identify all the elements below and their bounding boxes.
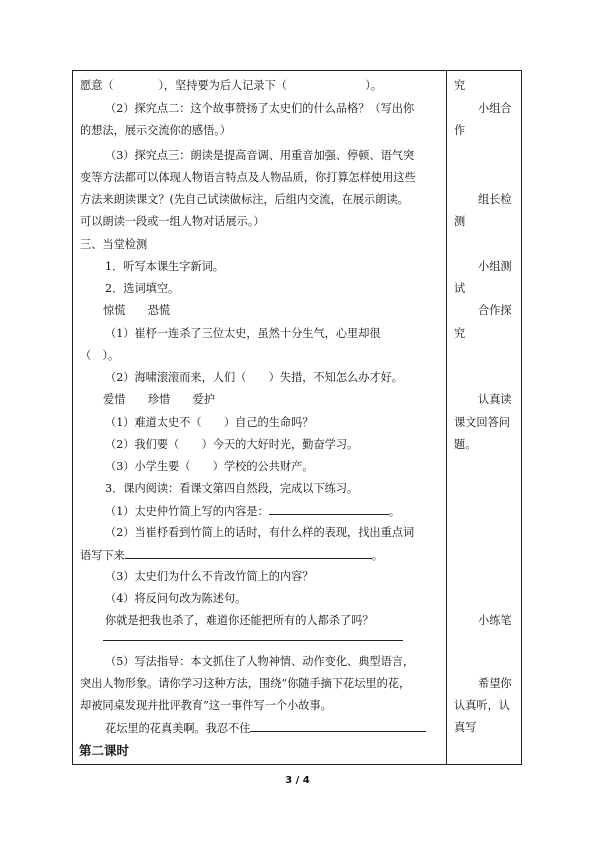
note-text: 课文回答问 bbox=[454, 416, 510, 429]
text-line: （3）太史们为什么不肯改竹简上的内容？ bbox=[105, 570, 314, 583]
note-text: 究 bbox=[454, 79, 466, 92]
text-line: （3）探究点三：朗读是提高音调、用重音加强、停顿、语气突 bbox=[105, 149, 415, 162]
text-line bbox=[80, 548, 383, 563]
answer-blank[interactable] bbox=[250, 721, 426, 732]
answer-blank[interactable] bbox=[125, 548, 372, 559]
lesson-heading: 第二课时 bbox=[79, 743, 130, 758]
note-text: 认真听，认 bbox=[454, 699, 510, 712]
text-line: （1）难道太史不（ ）自己的生命吗？ bbox=[105, 416, 314, 429]
text-line: 方法来朗读课文？(先自己试读做标注，后组内交流，在展示朗读。 bbox=[80, 193, 409, 206]
question-text: 语写下来 bbox=[80, 549, 125, 562]
page-number: 3 / 4 bbox=[285, 775, 310, 786]
note-text: 题。 bbox=[454, 438, 477, 451]
text-line: （3）小学生要（ ）学校的公共财产。 bbox=[105, 460, 314, 473]
story-starter: 花坛里的花真美啊。我忍不住 bbox=[105, 722, 251, 735]
text-line: （2）我们要（ ）今天的大好时光，勤奋学习。 bbox=[105, 438, 359, 451]
text-line: 2．选词填空。 bbox=[105, 282, 180, 295]
text-line: 变等方法都可以体现人物语言特点及人物品质，你打算怎样使用这些 bbox=[80, 171, 416, 184]
note-text: 小组合 bbox=[478, 102, 512, 115]
note-text: 小练笔 bbox=[478, 614, 512, 627]
column-divider bbox=[446, 70, 447, 765]
text-line: 你就是把我也杀了，难道你还能把所有的人都杀了吗？ bbox=[105, 614, 374, 627]
text-line: （ ）。 bbox=[80, 349, 120, 362]
note-text: 试 bbox=[454, 282, 466, 295]
note-text: 测 bbox=[454, 215, 466, 228]
note-text: 希望你 bbox=[478, 677, 512, 690]
text-line: （2）当崔杼看到竹简上的话时，有什么样的表现，找出重点词 bbox=[105, 526, 415, 539]
text-line: （2）海啸滚滚而来，人们（ ）失措，不知怎么办才好。 bbox=[105, 371, 403, 384]
text-line: 1．听写本课生字新词。 bbox=[105, 260, 224, 273]
text-line: （4）将反问句改为陈述句。 bbox=[105, 592, 247, 605]
punctuation: 。 bbox=[371, 549, 383, 562]
text-line: 的想法，展示交流你的感悟。） bbox=[80, 124, 232, 137]
note-text: 究 bbox=[454, 327, 466, 340]
text-line: （1）崔杼一连杀了三位太史，虽然十分生气，心里却很 bbox=[105, 327, 381, 340]
question-text: （1）太史仲竹简上写的内容是： bbox=[105, 505, 269, 518]
text-line bbox=[105, 721, 426, 736]
text-line: （2）探究点二：这个故事赞扬了太史们的什么品格？（写出你 bbox=[105, 102, 415, 115]
text-line: 却被同桌发现并批评教育”这一事件写一个小故事。 bbox=[80, 699, 332, 712]
text-line: 突出人物形象。请你学习这种方法，围绕“你随手摘下花坛里的花， bbox=[80, 677, 411, 690]
note-text: 作 bbox=[454, 124, 466, 137]
answer-line[interactable] bbox=[103, 640, 403, 641]
note-text: 小组测 bbox=[478, 260, 512, 273]
note-text: 合作探 bbox=[478, 304, 512, 317]
punctuation: 。 bbox=[388, 505, 400, 518]
text-line: 愿意（ ），坚持要为后人记录下（ ）。 bbox=[80, 79, 383, 92]
section-heading: 三、当堂检测 bbox=[80, 238, 148, 251]
note-text: 认真读 bbox=[478, 393, 512, 406]
note-text: 组长检 bbox=[478, 193, 512, 206]
word-choices: 爱惜 珍惜 爱护 bbox=[103, 393, 215, 406]
answer-blank[interactable] bbox=[269, 504, 389, 515]
text-line: 3．课内阅读：看课文第四自然段，完成以下练习。 bbox=[105, 482, 359, 495]
note-text: 真写 bbox=[454, 721, 477, 734]
text-line bbox=[105, 504, 400, 519]
text-line: （5）写法指导：本文抓住了人物神情、动作变化、典型语言， bbox=[105, 655, 415, 668]
word-choices: 惊慌 恐慌 bbox=[103, 304, 171, 317]
text-line: 可以朗读一段或一组人物对话展示。） bbox=[80, 215, 265, 228]
